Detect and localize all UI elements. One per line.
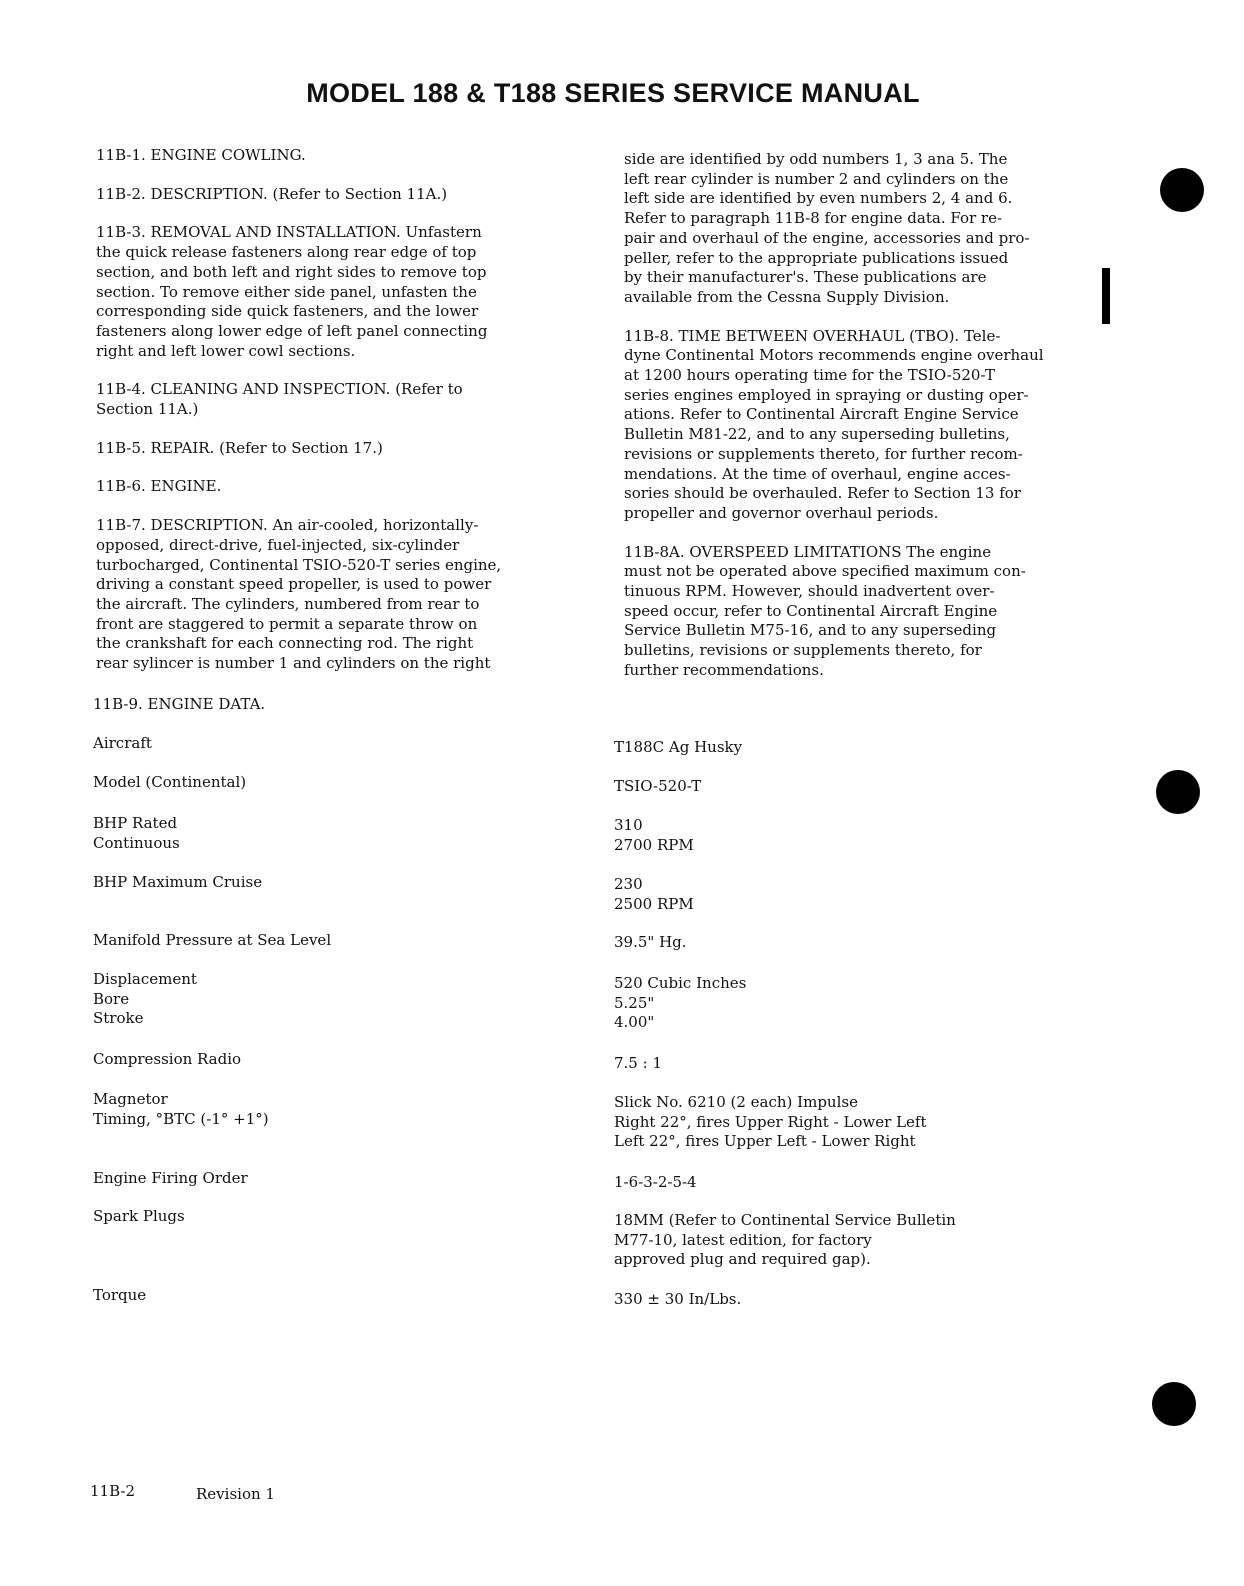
binder-hole-top bbox=[1160, 168, 1204, 212]
left-text-column bbox=[96, 146, 586, 693]
page-number: 11B-2 bbox=[90, 1482, 135, 1500]
data-value-spark-plugs: 18MM (Refer to Continental Service Bulletin M77-10, latest edition, for factory approved plug and required gap). bbox=[614, 1211, 956, 1269]
paragraph-11b-8a: 11B-8A. OVERSPEED LIMITATIONS The engine must not be operated above specified maximum con- tinuous RPM. However, should inadvertent over- speed occur, refer to Continental Aircraft Engine Service Bulletin M75-16, and to any superseding bulletins, revisions or supplements thereto, for further recommendations. bbox=[624, 542, 1026, 679]
data-label-manifold: Manifold Pressure at Sea Level bbox=[93, 931, 332, 949]
engine-data-heading: 11B-9. ENGINE DATA. bbox=[93, 695, 266, 713]
revision-label: Revision 1 bbox=[196, 1485, 275, 1503]
paragraph-11b-5: 11B-5. REPAIR. (Refer to Section 17.) bbox=[96, 438, 383, 457]
data-label-compression: Compression Radio bbox=[93, 1050, 242, 1068]
paragraph-11b-2: 11B-2. DESCRIPTION. (Refer to Section 11A.) bbox=[96, 184, 448, 203]
data-value-bhp-cruise: 230 2500 RPM bbox=[614, 875, 694, 913]
data-value-firing-order: 1-6-3-2-5-4 bbox=[614, 1173, 697, 1191]
data-label-model: Model (Continental) bbox=[93, 773, 247, 791]
data-value-model: TSIO-520-T bbox=[614, 777, 702, 795]
data-value-bhp-rated: 310 2700 RPM bbox=[614, 816, 694, 854]
data-value-manifold: 39.5" Hg. bbox=[614, 933, 687, 951]
paragraph-11b-6: 11B-6. ENGINE. bbox=[96, 477, 222, 496]
data-label-aircraft: Aircraft bbox=[93, 734, 152, 752]
data-value-aircraft: T188C Ag Husky bbox=[614, 738, 743, 756]
data-label-spark-plugs: Spark Plugs bbox=[93, 1207, 185, 1225]
right-text-column bbox=[624, 150, 1114, 700]
data-label-bhp-rated: BHP Rated Continuous bbox=[93, 814, 180, 852]
paragraph-11b-4: 11B-4. CLEANING AND INSPECTION. (Refer to Section 11A.) bbox=[96, 380, 463, 419]
data-value-magneto: Slick No. 6210 (2 each) Impulse Right 22°, fires Upper Right - Lower Left Left 22°, fires Upper Left - Lower Right bbox=[614, 1093, 927, 1151]
paragraph-11b-8: 11B-8. TIME BETWEEN OVERHAUL (TBO). Tele- dyne Continental Motors recommends engine overhaul at 1200 hours operating time for the TSIO-520-T series engines employed in spraying or dusting oper- ations. Refer to Continental Aircraft Engine Service Bulletin M81-22, and to any superseding bulletins, revisions or supplements thereto, for further recom- mendations. At the time of overhaul, engine acces- sories should be overhauled. Refer to Section 13 for propeller and governor overhaul periods. bbox=[624, 326, 1044, 522]
paragraph-11b-7-cont: side are identified by odd numbers 1, 3 ana 5. The left rear cylinder is number 2 and cylinders on the left side are identified by even numbers 2, 4 and 6. Refer to paragraph 11B-8 for engine data. For re- pair and overhaul of the engine, accessories and pro- peller, refer to the appropriate publications issued by their manufacturer's. These publications are available from the Cessna Supply Division. bbox=[624, 150, 1030, 306]
page-title: MODEL 188 & T188 SERIES SERVICE MANUAL bbox=[306, 78, 920, 108]
data-label-bhp-cruise: BHP Maximum Cruise bbox=[93, 873, 263, 891]
data-value-compression: 7.5 : 1 bbox=[614, 1054, 662, 1072]
data-value-displacement: 520 Cubic Inches 5.25" 4.00" bbox=[614, 974, 747, 1032]
paragraph-11b-1: 11B-1. ENGINE COWLING. bbox=[96, 146, 306, 164]
data-label-firing-order: Engine Firing Order bbox=[93, 1169, 248, 1187]
binder-hole-middle bbox=[1156, 770, 1200, 814]
revision-bar bbox=[1102, 268, 1110, 324]
binder-hole-bottom bbox=[1152, 1382, 1196, 1426]
paragraph-11b-3: 11B-3. REMOVAL AND INSTALLATION. Unfastern the quick release fasteners along rear edge of top section, and both left and right sides to remove top section. To remove either side panel, unfasten the corresponding side quick fasteners, and the lower fasteners along lower edge of left panel connecting right and left lower cowl sections. bbox=[96, 223, 488, 360]
data-value-torque: 330 ± 30 In/Lbs. bbox=[614, 1290, 742, 1308]
data-label-torque: Torque bbox=[93, 1286, 147, 1304]
data-label-displacement: Displacement Bore Stroke bbox=[93, 970, 197, 1028]
data-label-magneto: Magnetor Timing, °BTC (-1° +1°) bbox=[93, 1090, 269, 1128]
paragraph-11b-7: 11B-7. DESCRIPTION. An air-cooled, horizontally- opposed, direct-drive, fuel-injected, six-cylinder turbocharged, Continental TSIO-520-T series engine, driving a constant speed propeller, is used to power the aircraft. The cylinders, numbered from rear to front are staggered to permit a separate throw on the crankshaft for each connecting rod. The right rear sylincer is number 1 and cylinders on the right bbox=[96, 516, 502, 673]
